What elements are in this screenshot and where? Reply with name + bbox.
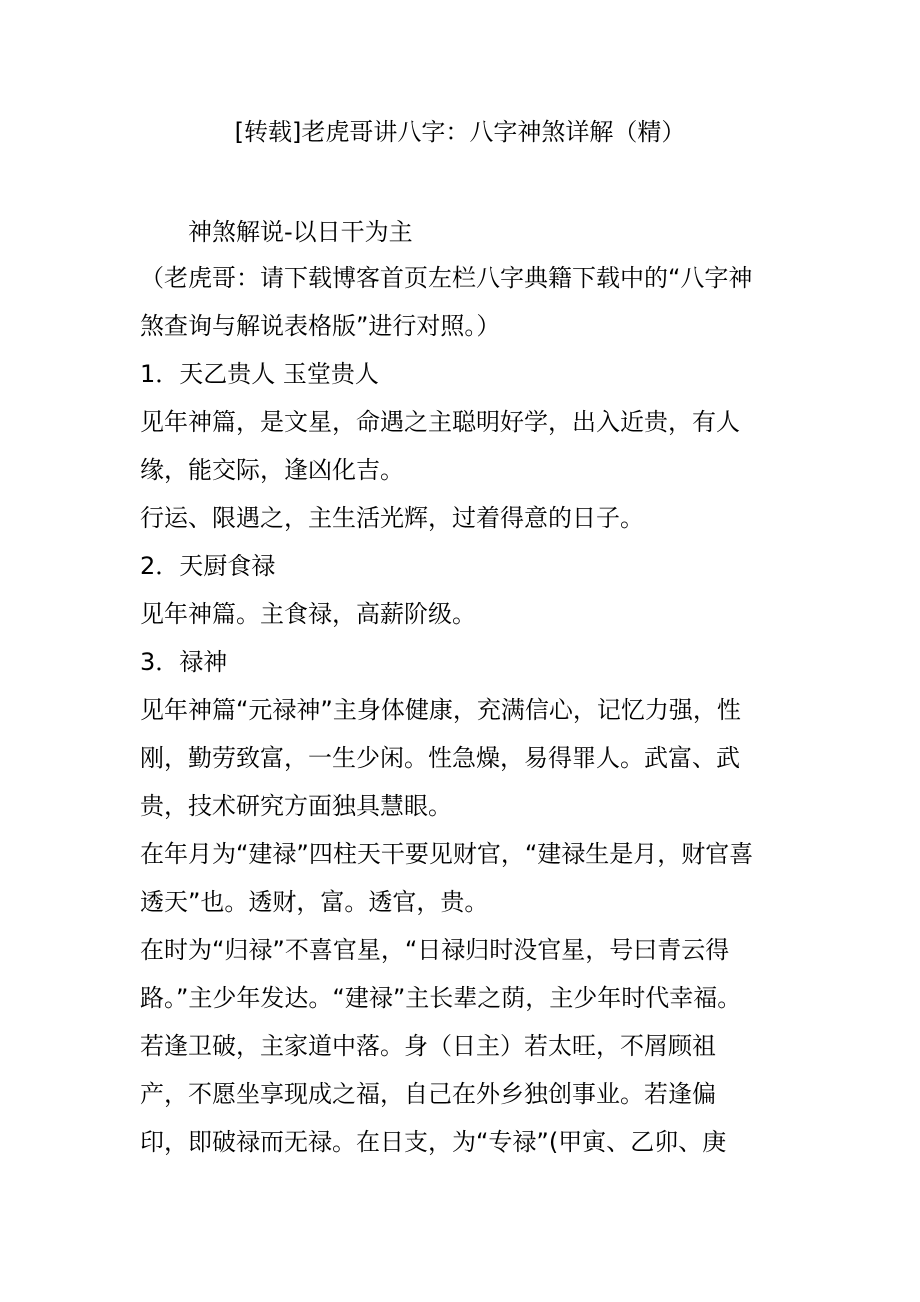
item-heading: 1．天乙贵人 玉堂贵人 (140, 360, 379, 388)
body-line: 行运、限遇之，主生活光辉，过着得意的日子。 (140, 504, 644, 532)
body-line: 透天”也。透财，富。透官，贵。 (140, 888, 489, 916)
body-line: 印，即破禄而无禄。在日支，为“专禄”(甲寅、乙卯、庚 (140, 1128, 727, 1156)
body-line: 见年神篇“元禄神”主身体健康，充满信心，记忆力强，性 (140, 696, 741, 724)
body-line: 若逢卫破，主家道中落。身（日主）若太旺，不屑顾祖 (140, 1032, 716, 1060)
body-line: 煞查询与解说表格版”进行对照。） (140, 312, 501, 340)
body-line: 刚，勤劳致富，一生少闲。性急燥，易得罪人。武富、武 (140, 744, 740, 772)
body-line: 缘，能交际，逢凶化吉。 (140, 456, 404, 484)
body-line: 贵，技术研究方面独具慧眼。 (140, 792, 452, 820)
body-line: 在年月为“建禄”四柱天干要见财官，“建禄生是月，财官喜 (140, 840, 754, 868)
body-line: 见年神篇，是文星，命遇之主聪明好学，出入近贵，有人 (140, 408, 740, 436)
body-line: 产，不愿坐享现成之福，自己在外乡独创事业。若逢偏 (140, 1080, 716, 1108)
item-heading: 2．天厨食禄 (140, 552, 276, 580)
body-line: 在时为“归禄”不喜官星，“日禄归时没官星，号曰青云得 (140, 936, 730, 964)
body-line: 路。”主少年发达。“建禄”主长辈之荫，主少年时代幸福。 (140, 984, 742, 1012)
item-heading: 3．禄神 (140, 648, 228, 676)
section-heading: 神煞解说-以日干为主 (188, 218, 413, 246)
body-line: （老虎哥：请下载博客首页左栏八字典籍下载中的“八字神 (140, 264, 753, 292)
document-title: [转载]老虎哥讲八字：八字神煞详解（精） (234, 118, 686, 146)
body-line: 见年神篇。主食禄，高薪阶级。 (140, 600, 476, 628)
